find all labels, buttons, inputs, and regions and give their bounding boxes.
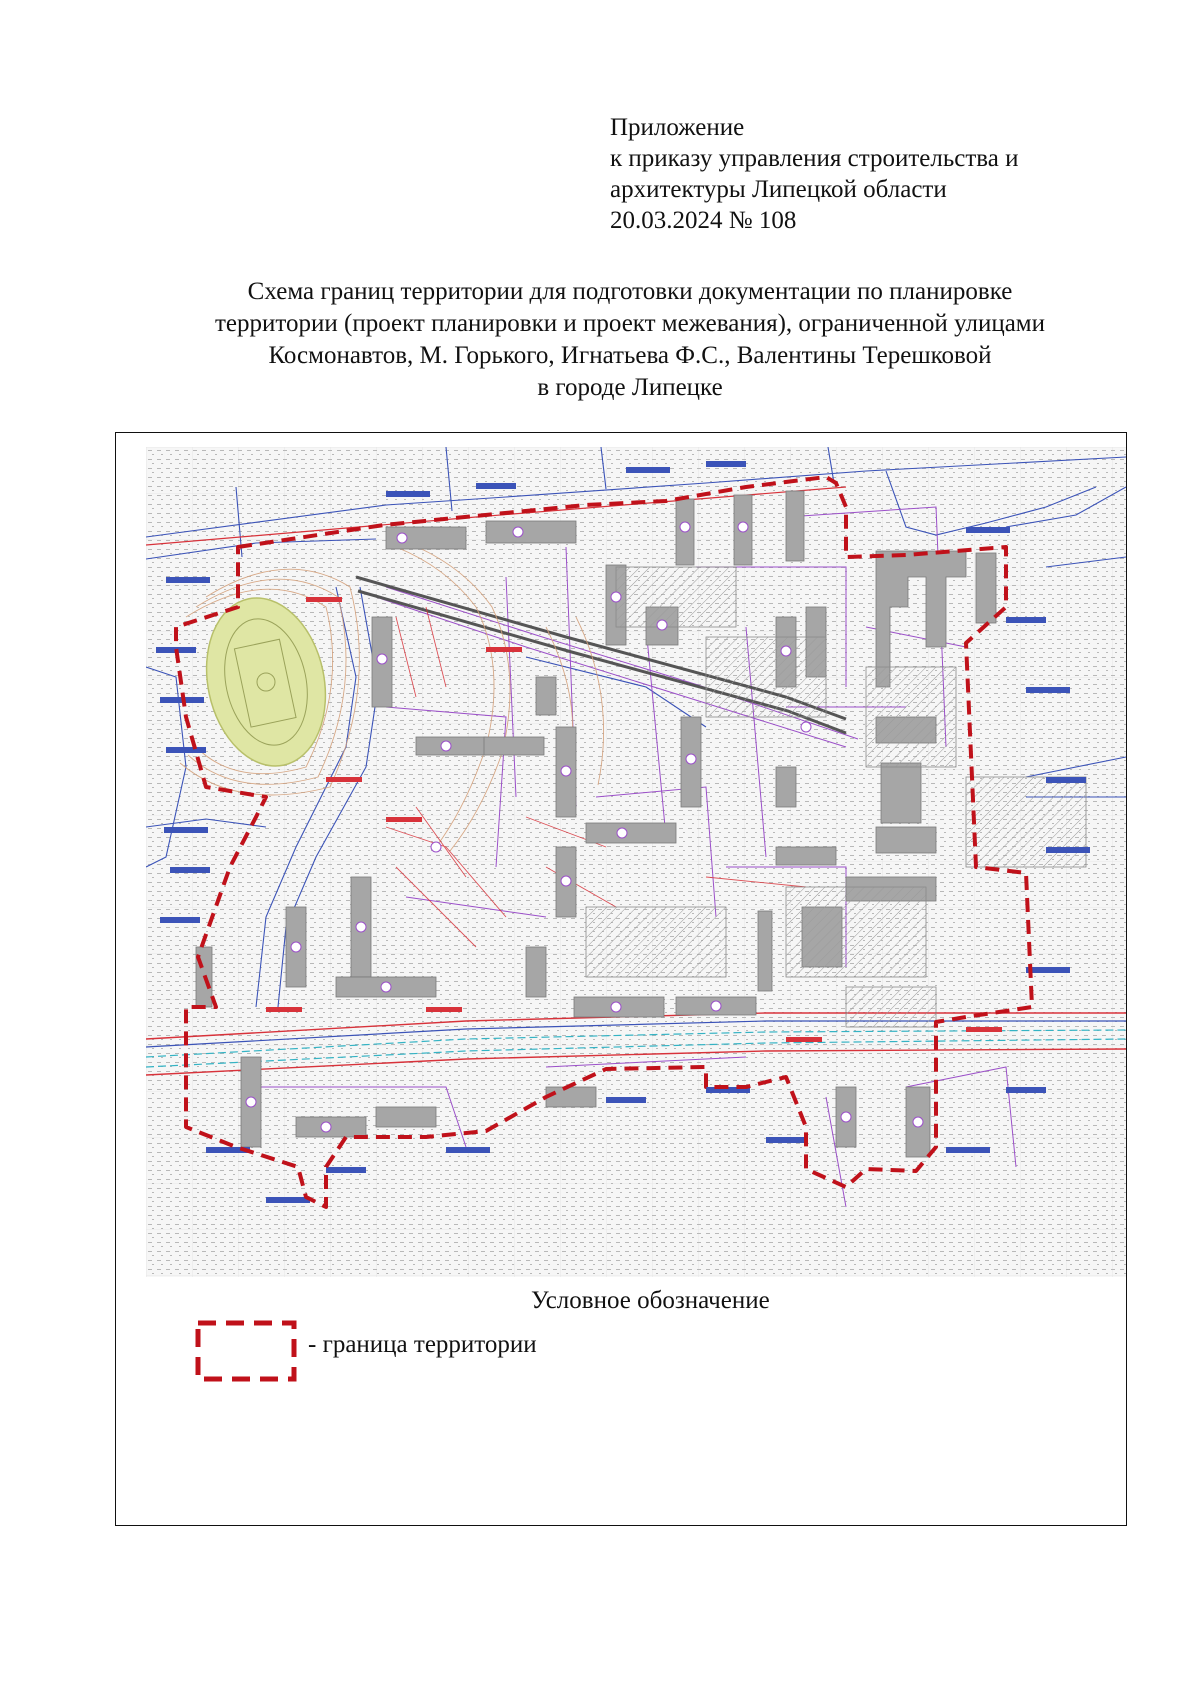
document-title <box>120 276 1140 404</box>
appendix-label: Приложение <box>610 114 745 141</box>
legend-boundary-label: - граница территории <box>308 1331 537 1358</box>
appendix-authority: архитектуры Липецкой области <box>610 176 947 203</box>
title-line-4: в городе Липецке <box>537 374 723 401</box>
map-frame <box>115 432 1127 1526</box>
appendix-header <box>610 112 1130 236</box>
title-line-3: Космонавтов, М. Горького, Игнатьева Ф.С., Валентины Терешковой <box>268 342 992 369</box>
title-line-2: территории (проект планировки и проект межевания), ограниченной улицами <box>215 310 1045 337</box>
title-line-1: Схема границ территории для подготовки документации по планировке <box>247 278 1013 305</box>
site-plan-map <box>146 447 1126 1277</box>
appendix-date-number: 20.03.2024 № 108 <box>610 207 797 234</box>
boundary-legend-icon <box>194 1319 298 1383</box>
legend-title: Условное обозначение <box>531 1287 770 1314</box>
appendix-order-ref: к приказу управления строительства и <box>610 145 1019 172</box>
